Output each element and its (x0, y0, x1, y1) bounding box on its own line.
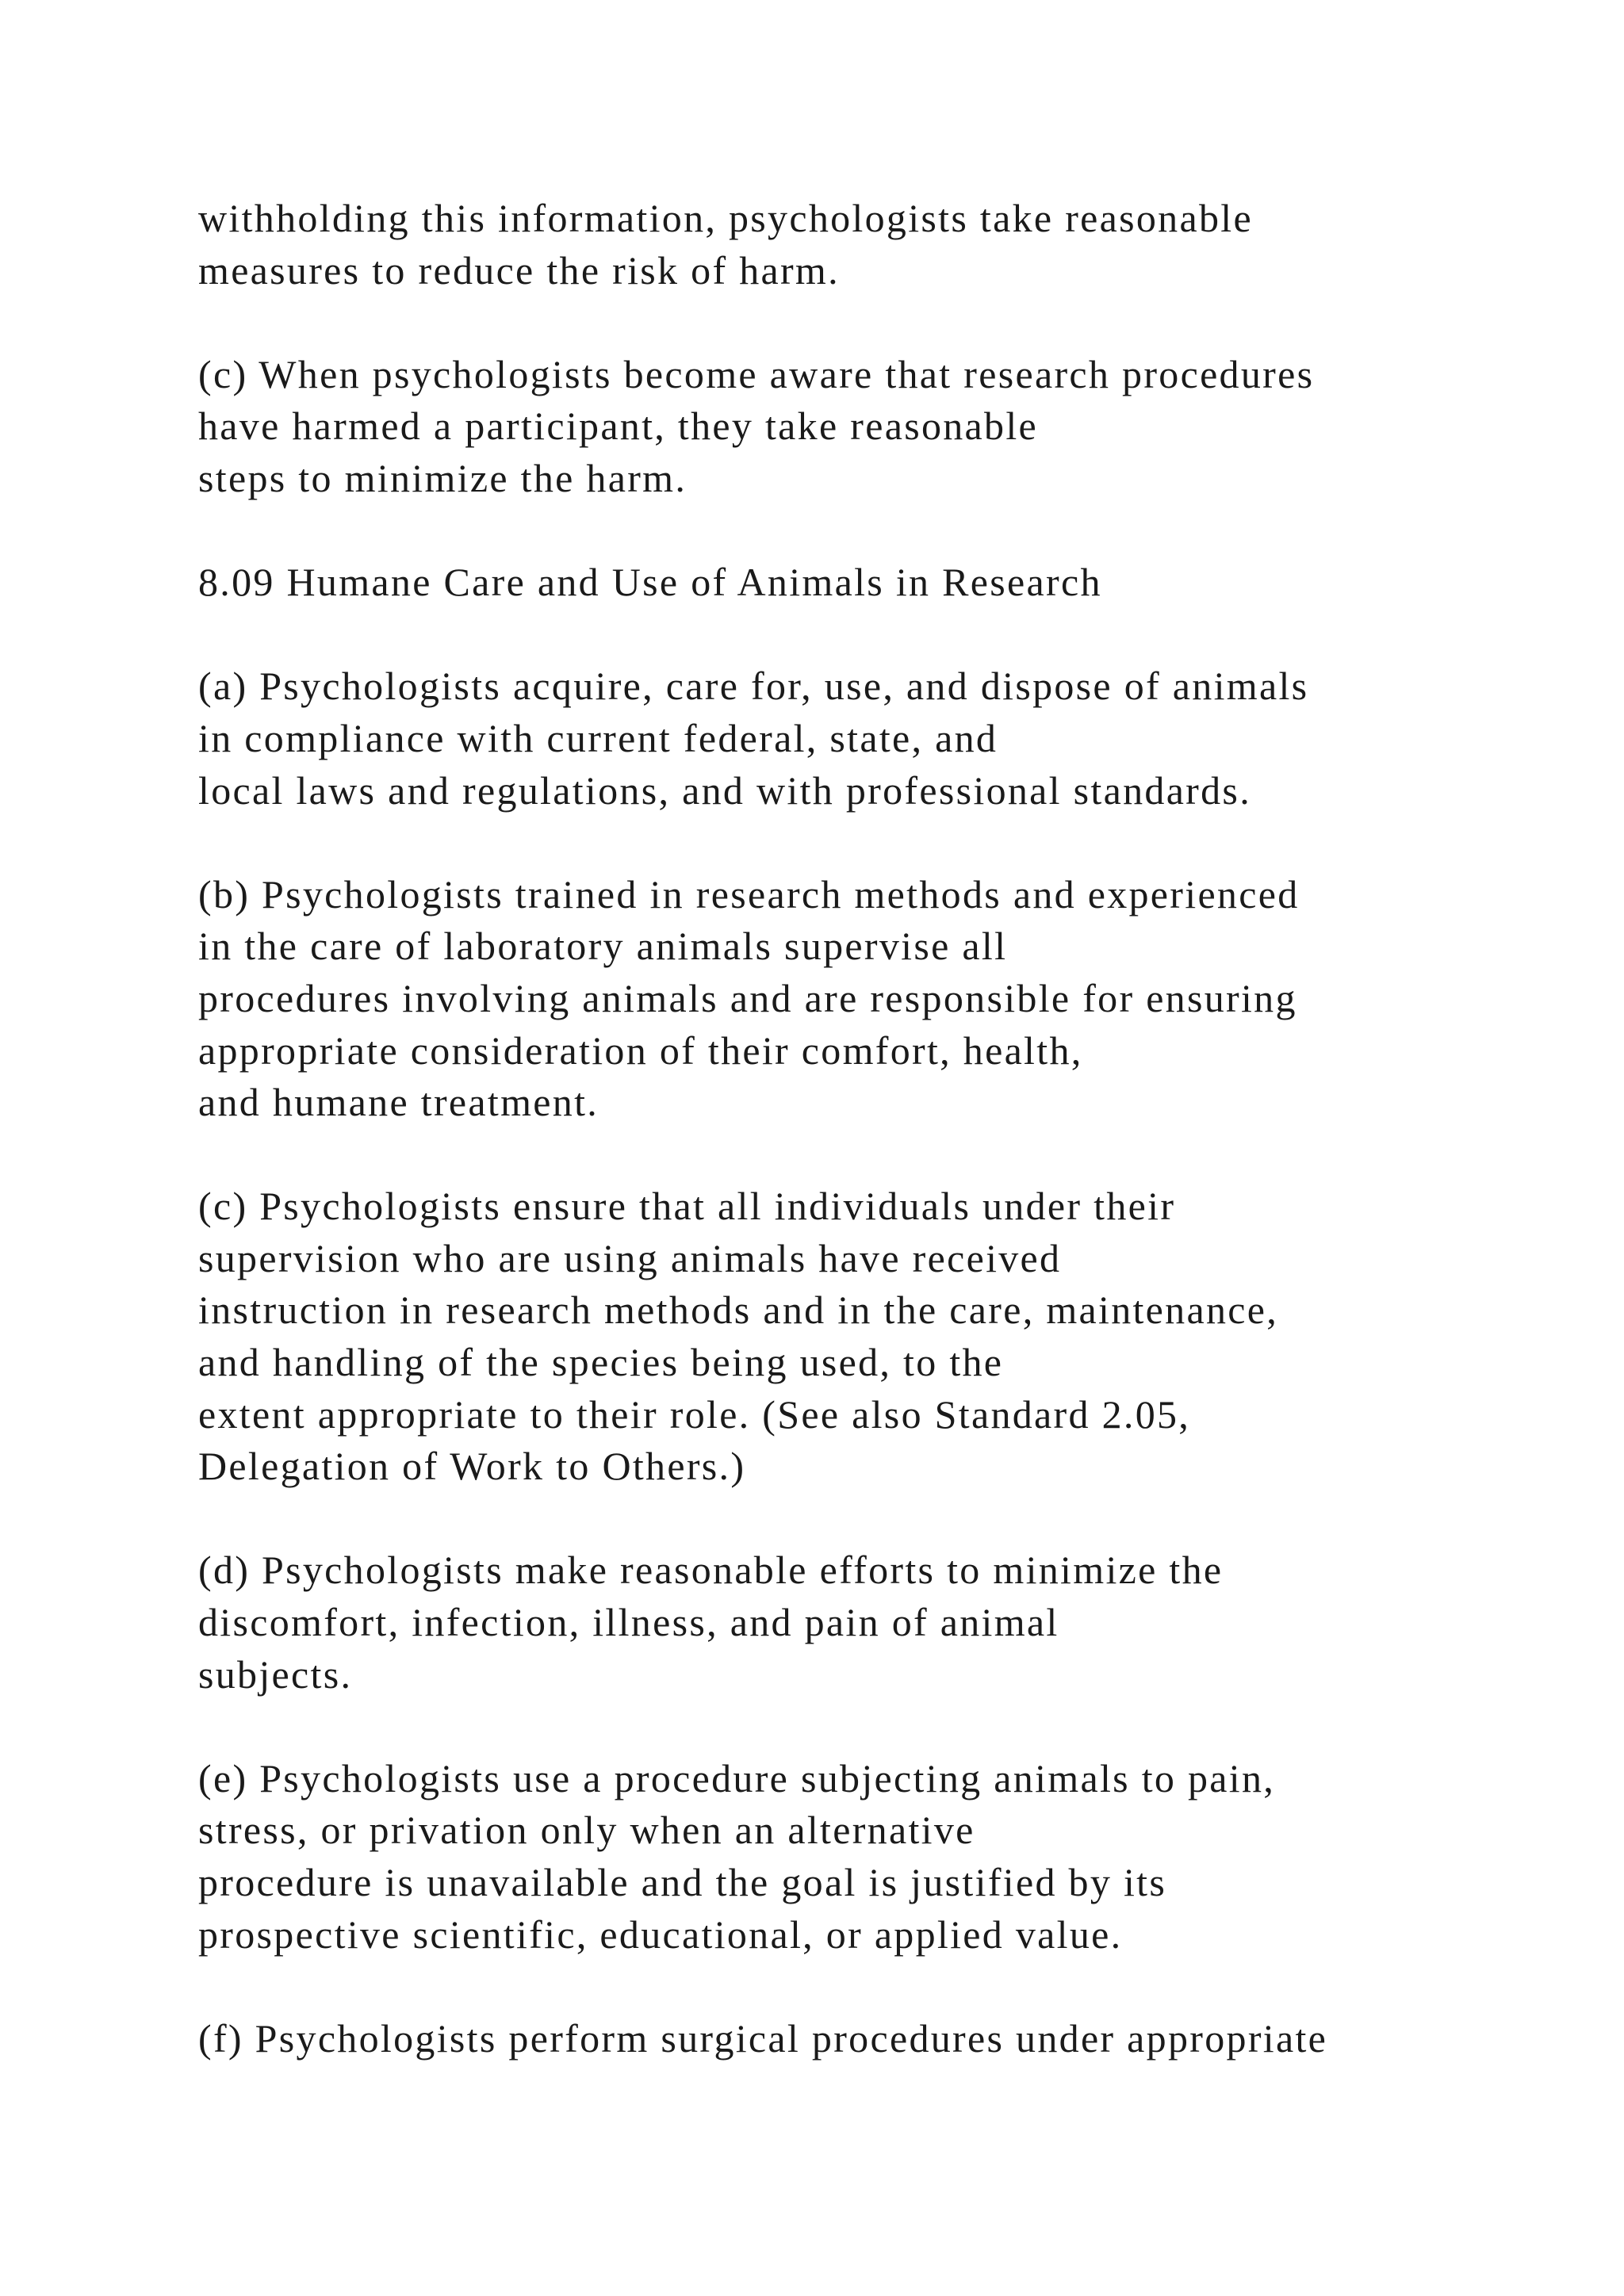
text-line: appropriate consideration of their comfort, health, (198, 1027, 1083, 1073)
paragraph-8-08-c (198, 349, 1546, 505)
text-line: stress, or privation only when an alternative (198, 1808, 975, 1853)
text-line: discomfort, infection, illness, and pain of animal (198, 1600, 1059, 1645)
text-line: Delegation of Work to Others.) (198, 1444, 746, 1489)
text-line: steps to minimize the harm. (198, 455, 688, 500)
paragraph-8-09-c (198, 1181, 1546, 1493)
text-line: extent appropriate to their role. (See also Standard 2.05, (198, 1391, 1191, 1437)
paragraph-8-09-e (198, 1753, 1546, 1961)
section-heading: 8.09 Humane Care and Use of Animals in Research (198, 560, 1102, 605)
text-line: in the care of laboratory animals supervise all (198, 924, 1008, 969)
text-line: have harmed a participant, they take reasonable (198, 404, 1039, 449)
text-line: withholding this information, psychologists take reasonable (198, 196, 1253, 240)
text-line: subjects. (198, 1651, 353, 1697)
text-line: procedures involving animals and are responsible for ensuring (198, 975, 1297, 1020)
text-line: and handling of the species being used, to the (198, 1340, 1004, 1385)
text-line: instruction in research methods and in the care, maintenance, (198, 1288, 1279, 1333)
document-body (198, 193, 1546, 2117)
text-line: procedure is unavailable and the goal is justified by its (198, 1860, 1167, 1904)
text-line: (f) Psychologists perform surgical procedures under appropriate (198, 2015, 1328, 2061)
text-line: (c) When psychologists become aware that research procedures (198, 351, 1315, 396)
text-line: in compliance with current federal, state, and (198, 715, 998, 760)
text-line: (b) Psychologists trained in research methods and experienced (198, 871, 1300, 916)
text-line: and humane treatment. (198, 1080, 599, 1125)
paragraph-8-09-a (198, 660, 1546, 817)
text-line: prospective scientific, educational, or applied value. (198, 1911, 1123, 1957)
paragraph-8-09-f (198, 2013, 1546, 2065)
text-line: local laws and regulations, and with professional standards. (198, 767, 1251, 813)
paragraph-8-09-d (198, 1544, 1546, 1701)
text-line: (a) Psychologists acquire, care for, use, and dispose of animals (198, 664, 1309, 709)
text-line: (c) Psychologists ensure that all individuals under their (198, 1184, 1176, 1229)
text-line: (d) Psychologists make reasonable efforts to minimize the (198, 1548, 1224, 1593)
text-line: supervision who are using animals have received (198, 1235, 1062, 1280)
paragraph-continuation (198, 193, 1546, 297)
text-line: measures to reduce the risk of harm. (198, 247, 840, 293)
section-heading-8-09 (198, 557, 1546, 609)
paragraph-8-09-b (198, 869, 1546, 1129)
text-line: (e) Psychologists use a procedure subjecting animals to pain, (198, 1755, 1276, 1800)
